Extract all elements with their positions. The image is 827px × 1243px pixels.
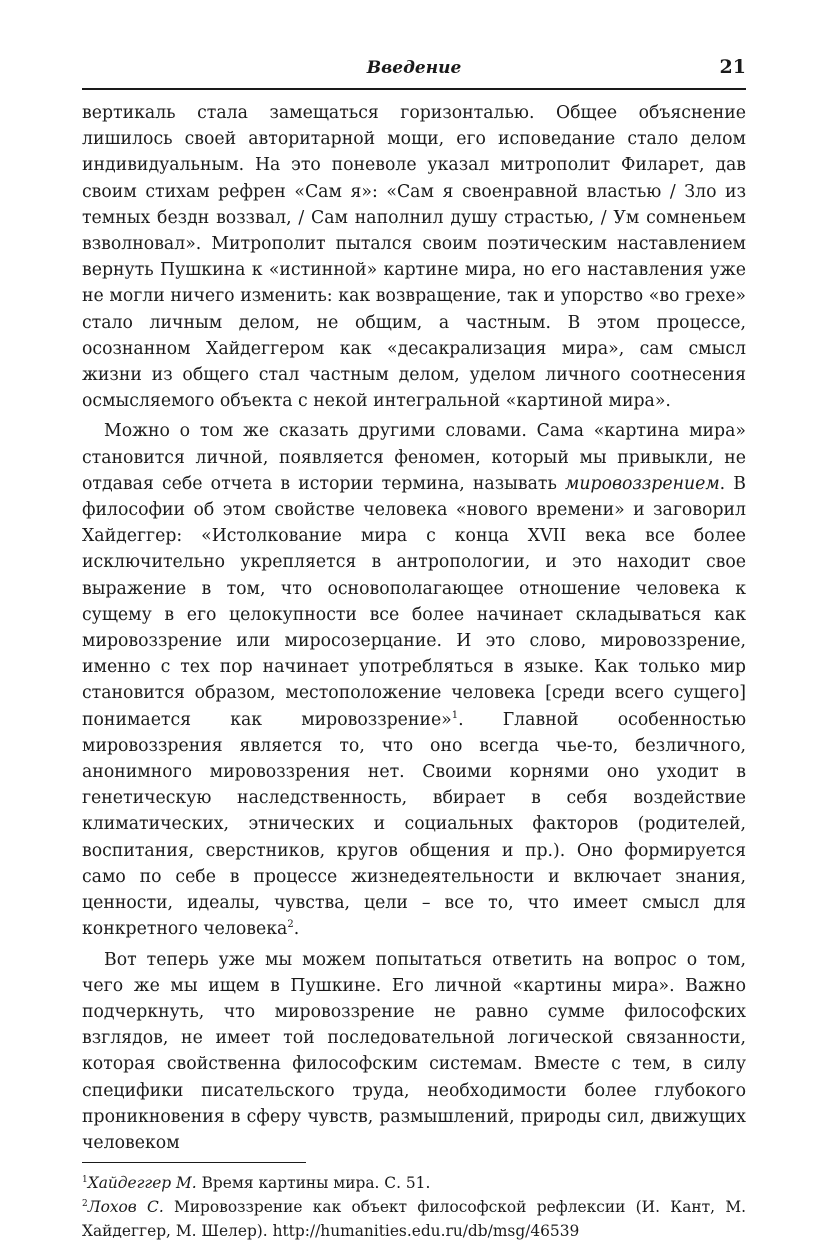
footnote-author: Хайдеггер М. xyxy=(87,1174,197,1193)
paragraph xyxy=(82,100,746,414)
paragraph-text: . Главной особенностью мировоззрения является то, что оно всегда чье-то, безличного, анонимного мировоззрения нет. Своими корнями оно уходит в генетическую наследственность, вбирает в себя воздействие климатических, этнических и социальных факторов (родителей, воспитания, сверстников, кругов общения и пр.). Оно формируется само по себе в процессе жизнедеятельности и включает знания, ценности, идеалы, чувства, цели – все то, что имеет смысл для конкретного человека xyxy=(82,709,746,940)
footnote-number: 2 xyxy=(82,1199,88,1209)
footnote-separator xyxy=(82,1162,306,1163)
paragraph-text: вертикаль стала замещаться горизонталью. Общее объяснение лишилось своей авторитарной мощи, его исповедание стало делом индивидуальным. На это поневоле указал митрополит Филарет, дав своим стихам рефрен «Сам я»: «Сам я своенравной властью / Зло из темных бездн воззвал, / Сам наполнил душу страстью, / Ум сомненьем взволновал». Митрополит пытался своим поэтическим наставлением вернуть Пушкина к «истинной» картине мира, но его наставления уже не могли ничего изменить: как возвращение, так и упорство «во грехе» стало личным делом, не общим, а частным. В этом процессе, осознанном Хайдеггером как «десакрализация мира», сам смысл жизни из общего стал частным делом, уделом личного соотнесения осмысляемого объекта с некой интегральной «картиной мира». xyxy=(82,103,746,412)
footnote-text: Время картины мира. С. 51. xyxy=(196,1174,431,1193)
footnote-reference: 2 xyxy=(287,919,294,931)
book-page xyxy=(82,54,746,1243)
chapter-title: Введение xyxy=(366,58,462,78)
running-header xyxy=(82,54,746,90)
page-number: 21 xyxy=(719,56,746,78)
footnote-author: Лохов С. xyxy=(87,1198,164,1217)
footnote-number: 1 xyxy=(82,1175,88,1185)
footnote-text: Мировоззрение как объект философской рефлексии (И. Кант, М. Хайдеггер, М. Шелер). http://humanities.edu.ru/db/msg/46539 xyxy=(82,1198,747,1241)
footnotes xyxy=(82,1171,746,1243)
paragraph-text: . xyxy=(293,919,300,940)
paragraph-text: Можно о том же сказать другими словами. Сама «картина мира» становится личной, появляется феномен, который мы привыкли, не отдавая себе отчета в истории термина, называть xyxy=(82,421,746,494)
paragraph-text: Вот теперь уже мы можем попытаться ответить на вопрос о том, чего же мы ищем в Пушкине. Его личной «картины мира». Важно подчеркнуть, что мировоззрение не равно сумме философских взглядов, не имеет той последовательной логической связанности, которая свойственна философским системам. Вместе с тем, в силу специфики писательского труда, необходимости более глубокого проникновения в сферу чувств, размышлений, природы сил, движущих человеком xyxy=(82,949,746,1153)
footnote-reference: 1 xyxy=(451,709,459,721)
paragraph xyxy=(82,947,746,1157)
footnote-item xyxy=(82,1195,746,1243)
main-text xyxy=(82,100,746,1156)
emphasized-term: мировоззрением xyxy=(565,473,720,494)
paragraph xyxy=(82,418,746,942)
footnote-item xyxy=(82,1171,746,1195)
paragraph-text: . В философии об этом свойстве человека «нового времени» и заговорил Хайдеггер: «Истолкование мира с конца XVII века все более исключительно укрепляется в антропологии, и это находит свое выражение в том, что основополагающее отношение человека к сущему в его целокупности все более начинает складываться как мировоззрение или миросозерцание. И это слово, мировоззрение, именно с тех пор начинает употребляться в языке. Как только мир становится образом, местоположение человека [среди всего сущего] понимается как мировоззрение» xyxy=(82,473,747,730)
